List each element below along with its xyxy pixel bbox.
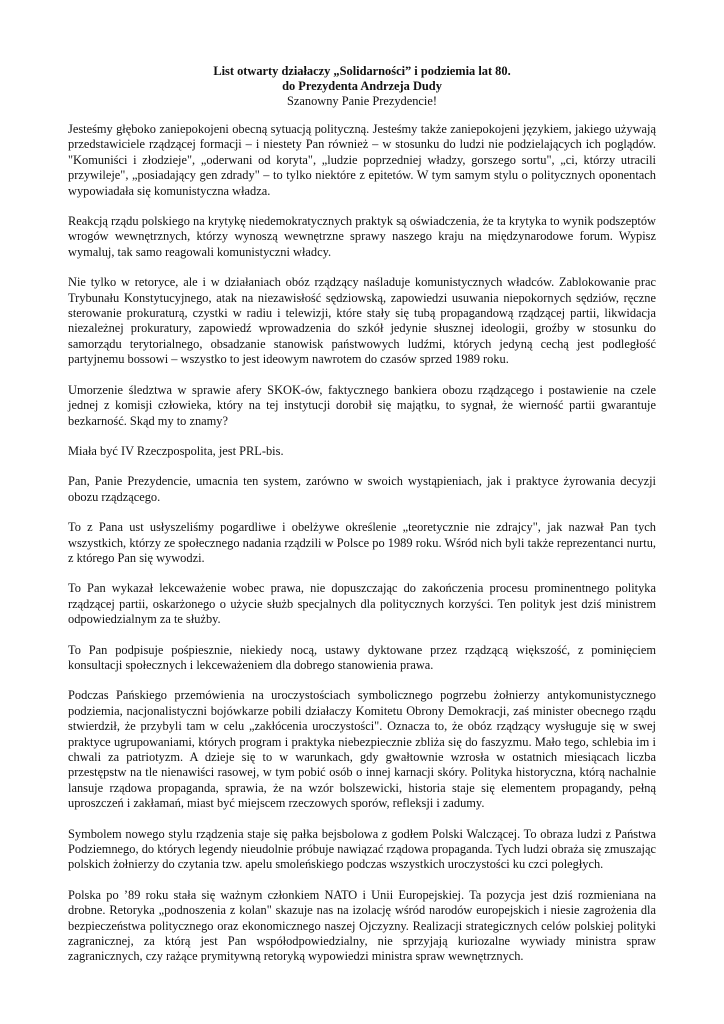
paragraph: To z Pana ust usłyszeliśmy pogardliwe i obelżywe określenie „teoretycznie nie zdrajcy", jak nazwał Pan tych wszystkich, którzy ze społecznego nadania rządzili w Polsce po 1989 roku. Wśród nich byli także reprezentanci nurtu, z którego Pan się wywodzi.	[68, 520, 656, 565]
paragraph: Miała być IV Rzeczpospolita, jest PRL-bis.	[68, 443, 284, 458]
paragraph: Reakcją rządu polskiego na krytykę niedemokratycznych praktyk są oświadczenia, że ta krytyka to wynik podszeptów wrogów wewnętrznych, którzy wynoszą wewnętrzne sprawy naszego kraju na międzynarodowe forum. Wypisz wymaluj, tak samo reagowali komunistyczni władcy.	[68, 214, 656, 259]
letter-salutation: Szanowny Panie Prezydencie!	[286, 94, 437, 108]
paragraph: Nie tylko w retoryce, ale i w działaniach obóz rządzący naśladuje komunistycznych władców. Zablokowanie prac Trybunału Konstytucyjnego, atak na niezawisłość sędziowską, zapowiedzi usuwania niepokornych sędziów, ręczne sterowanie prokuraturą, czystki w radiu i telewizji, które stały się tubą propagandową rządzącej partii, likwidacja niezależnej prokuratury, zapowiedź wprowadzenia do szkół jedynie słusznej ideologii, groźby w stosunku do samorządu terytorialnego, obsadzanie stanowisk państwowych ludźmi, których jedyną cechą jest podległość partyjnemu bossowi – wszystko to jest ideowym nawrotem do czasów sprzed 1989 roku.	[68, 275, 656, 367]
letter-header	[68, 64, 656, 109]
paragraph: Polska po ’89 roku stała się ważnym członkiem NATO i Unii Europejskiej. Ta pozycja jest dziś rozmieniana na drobne. Retoryka „podnoszenia z kolan" skazuje nas na izolację wśród narodów europejskich i niesie zagrożenia dla bezpieczeństwa politycznego oraz ekonomicznego naszej Ojczyzny. Realizacji strategicznych celów polskiej polityki zagranicznej, za którą jest Pan współodpowiedzialny, nie sprzyjają kuriozalne wywiady ministra spraw zagranicznych, czy rażące prymitywną retoryką wypowiedzi ministra spraw wewnętrznych.	[68, 887, 656, 964]
paragraph: Pan, Panie Prezydencie, umacnia ten system, zarówno w swoich wystąpieniach, jak i praktyce żyrowania decyzji obozu rządzącego.	[68, 474, 656, 504]
letter-body	[68, 122, 656, 965]
paragraph: Jesteśmy głęboko zaniepokojeni obecną sytuacją polityczną. Jesteśmy także zaniepokojeni językiem, jakiego używają przedstawiciele rządzącej formacji – i niestety Pan również – w stosunku do ludzi nie podzielających ich poglądów. "Komuniści i złodzieje", „oderwani od koryta", „ludzie poprzedniej władzy, gorszego sortu", „ci, którzy utracili przywileje", „posiadający gen zdrady" – to tylko niektóre z epitetów. W tym samym stylu o politycznych oponentach wypowiadała się komunistyczna władza.	[68, 122, 656, 198]
paragraph: Symbolem nowego stylu rządzenia staje się pałka bejsbolowa z godłem Polski Walczącej. To obraza ludzi z Państwa Podziemnego, do których legendy nieudolnie próbuje nawiązać rządowa propaganda. Tych ludzi obraża się zmuszając polskich żołnierzy do czytania tzw. apelu smoleńskiego podczas wszystkich uroczystości ku czci poległych.	[68, 826, 656, 872]
letter-title-line-1: List otwarty działaczy „Solidarności” i podziemia lat 80.	[213, 64, 511, 78]
paragraph: To Pan podpisuje pośpiesznie, niekiedy nocą, ustawy dyktowane przez rządzącą większość, z pominięciem konsultacji społecznych i lekceważeniem dla dobrego stanowienia prawa.	[68, 642, 656, 672]
paragraph: To Pan wykazał lekceważenie wobec prawa, nie dopuszczając do zakończenia procesu prominentnego polityka rządzącej partii, oskarżonego o użycie służb specjalnych dla politycznych korzyści. Ten polityk jest dziś ministrem odpowiedzialnym za te służby.	[68, 581, 656, 627]
paragraph: Podczas Pańskiego przemówienia na uroczystościach symbolicznego pogrzebu żołnierzy antykomunistycznego podziemia, nacjonalistyczni bojówkarze pobili działaczy Komitetu Obrony Demokracji, zaś minister obecnego rządu stwierdził, że przybyli tam w celu „zakłócenia uroczystości". Oznacza to, że obóz rządzący wysługuje się w swej praktyce ugrupowaniami, których program i praktyka niebezpiecznie zbliża się do faszyzmu. Mało tego, schlebia im i chwali za patriotyzm. A dzieje się to w warunkach, gdy gwałtownie wzrosła w ostatnich miesiącach liczba przestępstw na tle nienawiści rasowej, w tym pobić osób o innej karnacji skóry. Polityka historyczna, którą nachalnie lansuje rządowa propaganda, sprawia, że na wzór bolszewicki, historia staje się elementem propagandy, pełną uproszczeń i zakłamań, miast być miejscem rzeczowych sporów, refleksji i zadumy.	[68, 688, 656, 811]
letter-title-line-2: do Prezydenta Andrzeja Dudy	[282, 79, 442, 93]
paragraph: Umorzenie śledztwa w sprawie afery SKOK-ów, faktycznego bankiera obozu rządzącego i postawienie na czele jednej z komisji człowieka, który na tej instytucji dorobił się majątku, to sygnał, że wierność partii gwarantuje bezkarność. Skąd my to znamy?	[68, 382, 656, 428]
